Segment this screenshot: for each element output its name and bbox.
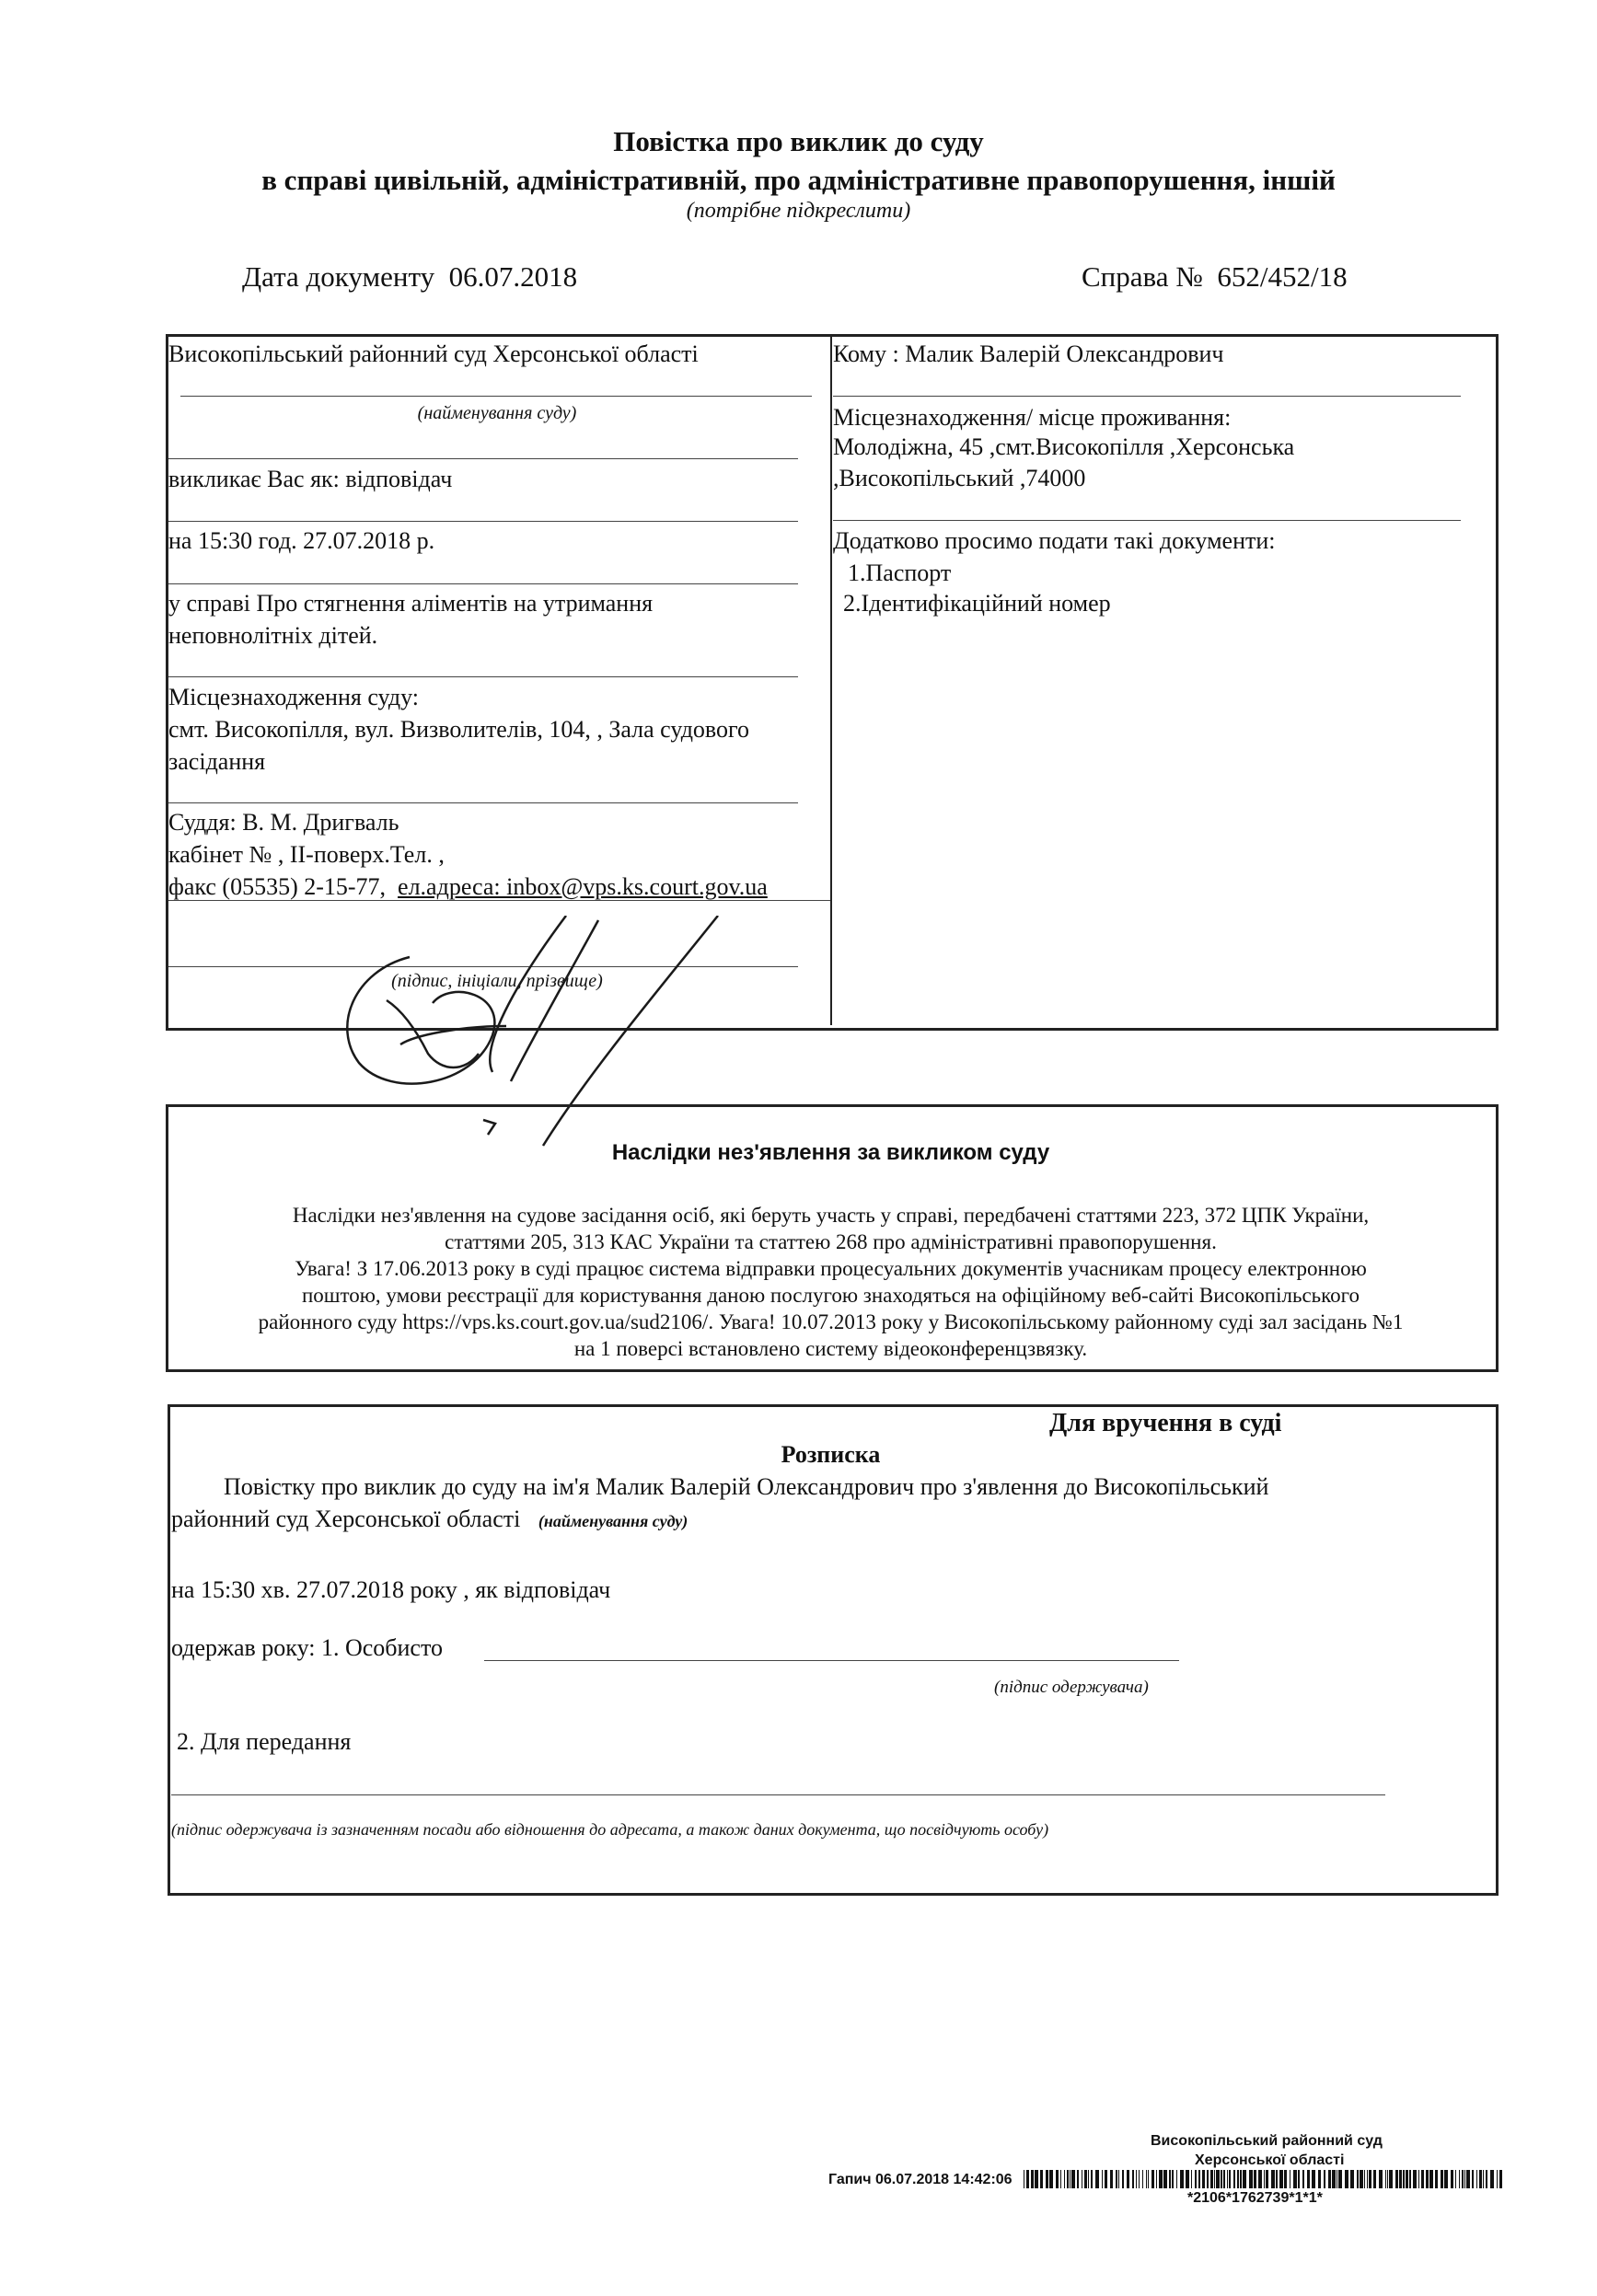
summoned-role: викликає Вас як: відповідач (168, 466, 453, 492)
barcode-bar (1132, 2170, 1134, 2188)
barcode-bar (1360, 2170, 1363, 2188)
barcode-bar (1332, 2170, 1336, 2188)
barcode-bar (1198, 2170, 1200, 2188)
barcode-bar (1216, 2170, 1220, 2188)
barcode-bar (1176, 2170, 1177, 2188)
for-court-delivery: Для вручення в суді (1049, 1409, 1282, 1437)
barcode-bar (1105, 2170, 1107, 2188)
barcode-icon (1024, 2170, 1504, 2190)
registration-clerk-timestamp: Гапич 06.07.2018 14:42:06 (828, 2172, 1013, 2187)
barcode-bar (1258, 2170, 1262, 2188)
court-name: Високопільський районний суд Херсонської області (168, 340, 699, 367)
case-subject-line2: неповнолітніх дітей. (168, 622, 378, 649)
barcode-bar (1116, 2170, 1117, 2188)
barcode-bar (1406, 2170, 1408, 2188)
recipient-signature-line (484, 1660, 1179, 1661)
barcode-bar (1462, 2170, 1464, 2188)
barcode-bar (1214, 2170, 1215, 2188)
barcode-bar (1207, 2170, 1209, 2188)
barcode-bar (1049, 2170, 1053, 2188)
barcode-bar (1373, 2170, 1376, 2188)
barcode-bar (1271, 2170, 1275, 2188)
rule (168, 521, 798, 522)
barcode-bar (1455, 2170, 1456, 2188)
consequences-line5: районного суду https://vps.ks.court.gov.ua/sud2106/. Увага! 10.07.2013 року у Високопільському районному суді зал засідань №1 (258, 1310, 1404, 1333)
document-item-1: 1.Паспорт (848, 560, 952, 586)
barcode-bar (1172, 2170, 1174, 2188)
case-subject-line1: у справі Про стягнення аліментів на утримання (168, 590, 654, 617)
court-location-line2: засідання (168, 748, 266, 775)
barcode-bar (1127, 2170, 1129, 2188)
barcode-bar (1148, 2170, 1149, 2188)
stamp-court-name: Високопільський районний суд (1151, 2133, 1383, 2149)
barcode-bar (1264, 2170, 1265, 2188)
judge-name: Суддя: В. М. Дригваль (168, 809, 399, 836)
barcode-bar (1071, 2170, 1075, 2188)
barcode-bar (1418, 2170, 1419, 2188)
barcode-bar (1395, 2170, 1398, 2188)
hearing-time: на 15:30 год. 27.07.2018 р. (168, 527, 435, 554)
barcode-bar (1389, 2170, 1393, 2188)
barcode-bar (1429, 2170, 1433, 2188)
barcode-bar (1409, 2170, 1411, 2188)
rule (168, 900, 830, 901)
recipient-address-line2: ,Високопільський ,74000 (833, 465, 1086, 491)
recipient-signature-caption: (підпис одержувача) (994, 1678, 1149, 1697)
barcode-text: *2106*1762739*1*1* (1187, 2190, 1323, 2206)
consequences-line3: Увага! З 17.06.2013 року в суді працює система відправки процесуальних документів учасникам процесу електронною (295, 1257, 1367, 1280)
consequences-line4: поштою, умови реєстрації для користування даною послугою знаходяться на офіційному веб-сайті Високопільського (301, 1284, 1360, 1307)
receipt-court-caption: (найменування суду) (538, 1512, 689, 1530)
rule (833, 396, 1461, 397)
barcode-bar (1195, 2170, 1197, 2188)
barcode-bar (1110, 2170, 1113, 2188)
barcode-bar (1084, 2170, 1087, 2188)
rule (168, 583, 798, 584)
barcode-bar (1156, 2170, 1157, 2188)
rule (168, 676, 798, 677)
consequences-title: Наслідки нез'явлення за викликом суду (611, 1140, 1050, 1165)
barcode-bar (1026, 2170, 1029, 2188)
recipient-name: Кому : Малик Валерій Олександрович (833, 340, 1224, 367)
barcode-bar (1466, 2170, 1470, 2188)
consequences-line2: статтями 205, 313 КАС України та статтею 268 про адміністративні правопорушення. (445, 1230, 1217, 1253)
date-value: 06.07.2018 (448, 260, 578, 293)
barcode-bar (1031, 2170, 1034, 2188)
receipt-hearing-time: на 15:30 хв. 27.07.2018 року , як відповідач (171, 1576, 611, 1603)
email-address: ел.адреса: inbox@vps.ks.court.gov.ua (398, 873, 768, 900)
barcode-bar (1444, 2170, 1448, 2188)
barcode-bar (1364, 2170, 1365, 2188)
barcode-bar (1476, 2170, 1477, 2188)
document-title: Повістка про виклик до суду (613, 125, 984, 157)
barcode-bar (1451, 2170, 1453, 2188)
barcode-bar (1367, 2170, 1368, 2188)
barcode-bar (1302, 2170, 1304, 2188)
barcode-bar (1328, 2170, 1331, 2188)
barcode-bar (1202, 2170, 1205, 2188)
receipt-text-line2 (171, 1503, 688, 1538)
barcode-bar (1243, 2170, 1246, 2188)
barcode-bar (1169, 2170, 1171, 2188)
column-divider (830, 334, 832, 1025)
judge-office: кабінет № , ІІ-поверх.Тел. , (168, 841, 445, 868)
barcode-bar (1067, 2170, 1069, 2188)
receipt-text-line1: Повістку про виклик до суду на ім'я Малик Валерій Олександрович про з'явлення до Високопільський (224, 1473, 1269, 1500)
signature-caption: (підпис, ініціали, прізвище) (391, 971, 603, 991)
barcode-bar (1385, 2170, 1386, 2188)
barcode-bar (1233, 2170, 1235, 2188)
barcode-bar (1237, 2170, 1239, 2188)
consequences-line1: Наслідки нез'явлення на судове засідання осіб, які беруть участь у справі, передбачені статтями 223, 372 ЦПК України, (292, 1204, 1370, 1227)
receipt-court-name: районний суд Херсонської області (171, 1506, 521, 1532)
barcode-bar (1180, 2170, 1184, 2188)
barcode-bar (1060, 2170, 1061, 2188)
barcode-bar (1249, 2170, 1253, 2188)
barcode-bar (1151, 2170, 1154, 2188)
barcode-bar (1118, 2170, 1119, 2188)
received-personally: одержав року: 1. Особисто (171, 1634, 443, 1661)
rule (168, 802, 798, 803)
barcode-bar (1254, 2170, 1256, 2188)
barcode-bar (1318, 2170, 1321, 2188)
recipient-address-label: Місцезнаходження/ місце проживання: (833, 404, 1232, 431)
document-item-2: 2.Ідентифікаційний номер (843, 590, 1111, 617)
barcode-bar (1266, 2170, 1268, 2188)
barcode-bar (1146, 2170, 1147, 2188)
barcode-bar (1102, 2170, 1103, 2188)
transfer-signature-caption: (підпис одержувача із зазначенням посади або відношення до адресата, а також даних документа, що посвідчують особу) (171, 1820, 1049, 1839)
transfer-signature-line (171, 1794, 1385, 1795)
barcode-bar (1077, 2170, 1079, 2188)
barcode-bar (1399, 2170, 1402, 2188)
barcode-bar (1122, 2170, 1124, 2188)
barcode-bar (1338, 2170, 1342, 2188)
barcode-bar (1307, 2170, 1310, 2188)
barcode-bar (1229, 2170, 1231, 2188)
barcode-bar (1490, 2170, 1494, 2188)
barcode-bar (1163, 2170, 1167, 2188)
recipient-address-line1: Молодіжна, 45 ,смт.Високопілля ,Херсонська (833, 433, 1295, 460)
barcode-bar (1191, 2170, 1192, 2188)
rule (168, 458, 798, 459)
barcode-bar (1403, 2170, 1405, 2188)
barcode-bar (1350, 2170, 1354, 2188)
barcode-bar (1210, 2170, 1213, 2188)
barcode-bar (1240, 2170, 1242, 2188)
barcode-bar (1441, 2170, 1443, 2188)
barcode-bar (1324, 2170, 1325, 2188)
barcode-bar (1223, 2170, 1225, 2188)
barcode-bar (1426, 2170, 1429, 2188)
judge-contacts (168, 871, 768, 903)
barcode-bar (1040, 2170, 1043, 2188)
barcode-bar (1035, 2170, 1038, 2188)
barcode-bar (1046, 2170, 1048, 2188)
barcode-bar (1369, 2170, 1371, 2188)
rule (833, 520, 1461, 521)
underline-note: (потрібне підкреслити) (686, 199, 911, 223)
barcode-bar (1459, 2170, 1460, 2188)
barcode-bar (1095, 2170, 1099, 2188)
barcode-bar (1088, 2170, 1089, 2188)
additional-documents-label: Додатково просимо подати такі документи: (833, 527, 1276, 554)
barcode-bar (1298, 2170, 1300, 2188)
case-value: 652/452/18 (1217, 260, 1348, 293)
barcode-bar (1136, 2170, 1137, 2188)
barcode-bar (1421, 2170, 1424, 2188)
receipt-title: Розписка (781, 1441, 881, 1468)
barcode-bar (1279, 2170, 1283, 2188)
barcode-bar (1159, 2170, 1163, 2188)
barcode-bar (1479, 2170, 1482, 2188)
barcode-bar (1497, 2170, 1498, 2188)
barcode-bar (1276, 2170, 1278, 2188)
for-transfer: 2. Для передання (177, 1728, 352, 1755)
barcode-bar (1221, 2170, 1222, 2188)
barcode-bar (1357, 2170, 1359, 2188)
court-location-label: Місцезнаходження суду: (168, 684, 419, 710)
barcode-bar (1379, 2170, 1383, 2188)
barcode-bar (1064, 2170, 1065, 2188)
document-subtitle: в справі цивільній, адміністративній, про адміністративне правопорушення, іншій (261, 164, 1336, 196)
barcode-bar (1091, 2170, 1093, 2188)
court-caption: (найменування суду) (417, 403, 577, 423)
barcode-bar (1142, 2170, 1143, 2188)
barcode-bar (1499, 2170, 1502, 2188)
barcode-bar (1056, 2170, 1059, 2188)
fax-number: факс (05535) 2-15-77, (168, 873, 387, 900)
barcode-bar (1472, 2170, 1474, 2188)
barcode-bar (1345, 2170, 1348, 2188)
court-location-line1: смт. Високопілля, вул. Визволителів, 104, , Зала судового (168, 716, 750, 743)
barcode-bar (1186, 2170, 1189, 2188)
date-label: Дата документу (242, 260, 435, 293)
barcode-bar (1387, 2170, 1388, 2188)
barcode-bar (1312, 2170, 1315, 2188)
document-date (242, 260, 577, 294)
barcode-bar (1486, 2170, 1487, 2188)
barcode-bar (1483, 2170, 1484, 2188)
barcode-bar (1139, 2170, 1140, 2188)
barcode-bar (1227, 2170, 1228, 2188)
barcode-bar (1464, 2170, 1465, 2188)
barcode-bar (1284, 2170, 1287, 2188)
stamp-region: Херсонської області (1195, 2152, 1345, 2168)
consequences-line6: на 1 поверсі встановлено систему відеоконференцзвязку. (573, 1337, 1088, 1360)
case-label: Справа № (1082, 260, 1203, 293)
case-number (1082, 260, 1348, 294)
barcode-bar (1413, 2170, 1417, 2188)
barcode-bar (1435, 2170, 1438, 2188)
barcode-bar (1293, 2170, 1297, 2188)
rule (180, 396, 812, 397)
